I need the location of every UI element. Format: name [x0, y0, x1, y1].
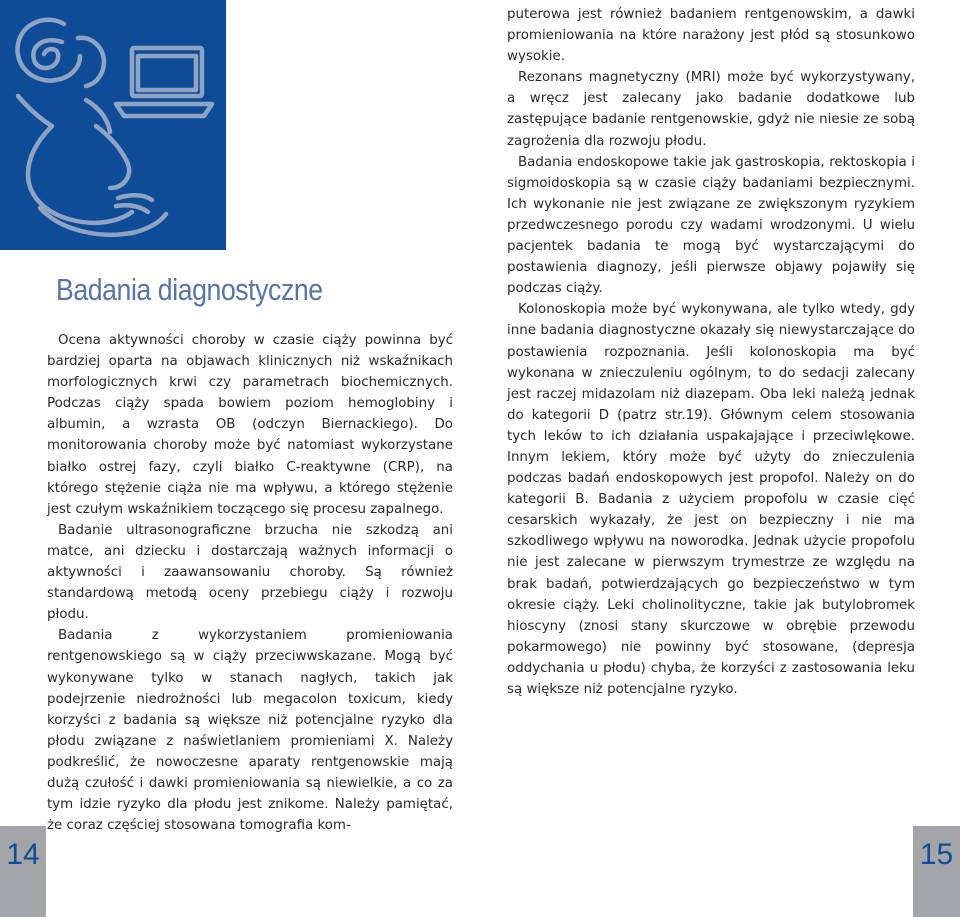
paragraph: puterowa jest również badaniem rentgenowskim, a dawki promieniowania na które narażony jest płód są stosunkowo wysokie.	[507, 7, 915, 65]
left-text-column	[47, 330, 453, 836]
illustration	[0, 0, 226, 250]
paragraph: Kolonoskopia może być wykonywana, ale tylko wtedy, gdy inne badania diagnostyczne okazały się niewystarczające do postawienia rozpoznania. Jeśli kolonoskopia ma być wykonana w znieczuleniu ogólnym, to do sedacji zalecany jest raczej midazolam niż diazepam. Oba leki należą jednak do kategorii D (patrz str.19). Głównym celem stosowania tych leków to ich działania uspakajające i przeciwlękowe. Innym lekiem, który może być użyty do znieczulenia podczas badań endoskopowych jest propofol. Należy on do kategorii B. Badania z użyciem propofolu w czasie cięć cesarskich wykazały, że jest on bezpieczny i nie ma szkodliwego wpływu na noworodka. Jednak użycie propofolu nie jest zalecane w pierwszym trymestrze ze względu na brak badań, potwierdzających go bezpieczeństwo w tym okresie ciąży. Leki cholinolityczne, takie jak butylobromek hioscyny (znosi stany skurczowe w obrębie przewodu pokarmowego) nie powinny być stosowane, (depresja oddychania u płodu) chyba, że korzyści z zastosowania leku są większe niż potencjalne ryzyko.	[507, 302, 915, 697]
paragraph: Badania endoskopowe takie jak gastroskopia, rektoskopia i sigmoidoskopia są w czasie ciąży badaniami bezpiecznymi. Ich wykonanie nie jest związane ze zwiększonym ryzykiem przedwczesnego porodu czy wadami wrodzonymi. U wielu pacjentek badania te mogą być wystarczającymi do postawienia diagnozy, jeśli pierwsze objawy pojawiły się podczas ciąży.	[507, 154, 915, 297]
paragraph: Badania z wykorzystaniem promieniowania rentgenowskiego są w ciąży przeciwwskazane. Mogą być wykonywane tylko w stanach nagłych, takich jak podejrzenie niedrożności lub megacolon toxicum, kiedy korzyści z badania są większe niż potencjalne ryzyko dla płodu związane z naświetlaniem promieniami X. Należy podkreślić, że nowoczesne aparaty rentgenowskie mają dużą czułość i dawki promieniowania są niewielkie, a co za tym idzie ryzyko dla płodu jest znikome. Należy pamiętać, że coraz częściej stosowana tomografia kom-	[47, 628, 453, 834]
right-text-column	[507, 4, 915, 700]
paragraph: Rezonans magnetyczny (MRI) może być wykorzystywany, a wręcz jest zalecany jako badanie dodatkowe lub zastępujące badanie rentgenowskie, gdyż nie niesie ze sobą zagrożenia dla rozwoju płodu.	[507, 70, 915, 149]
page-title: Badania diagnostyczne	[56, 272, 323, 307]
page-number-left: 14	[0, 826, 46, 917]
pregnant-woman-laptop-icon	[0, 0, 226, 250]
paragraph: Badanie ultrasonograficzne brzucha nie szkodzą ani matce, ani dziecku i dostarczają ważnych informacji o aktywności i zaawansowaniu choroby. Są również standardową metodą oceny przebiegu ciąży i rozwoju płodu.	[47, 522, 453, 623]
paragraph: Ocena aktywności choroby w czasie ciąży powinna być bardziej oparta na objawach klinicznych niż wskaźnikach morfologicznych krwi czy parametrach biochemicznych. Podczas ciąży spada bowiem poziom hemoglobiny i albumin, a wzrasta OB (odczyn Biernackiego). Do monitorowania choroby może być natomiast wykorzystane białko ostrej fazy, czyli białko C-reaktywne (CRP), na którego stężenie ciąża nie ma wpływu, a którego stężenie jest czułym wskaźnikiem toczącego się procesu zapalnego.	[47, 333, 453, 517]
page-number-right: 15	[913, 826, 960, 917]
